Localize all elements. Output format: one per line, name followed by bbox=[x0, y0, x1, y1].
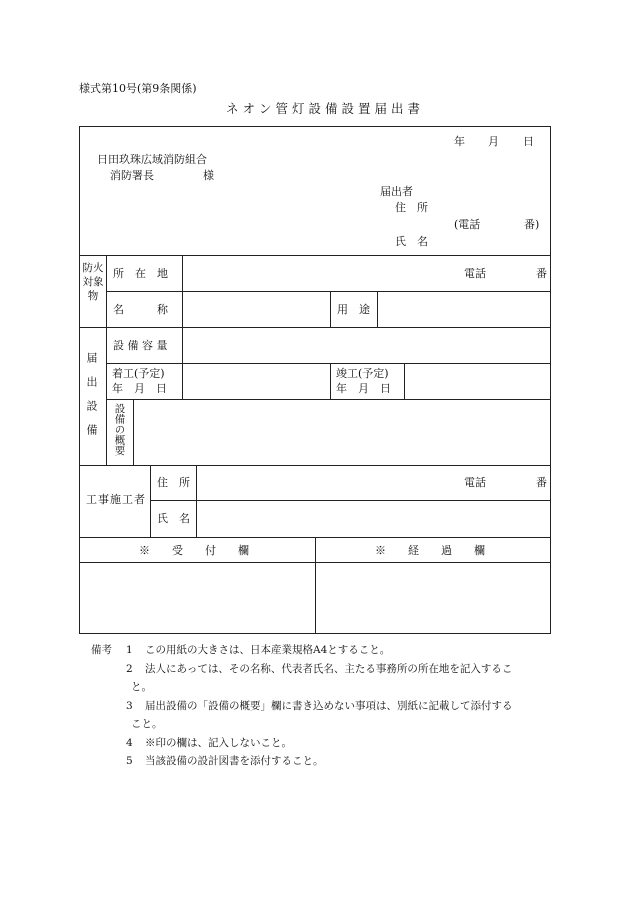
note-number: 4 bbox=[126, 737, 133, 749]
note-number: 1 bbox=[126, 644, 133, 656]
finish-ymd: 年 月 日 bbox=[336, 382, 391, 395]
target-name-label: 名 称 bbox=[113, 303, 168, 316]
note-number: 2 bbox=[126, 663, 133, 675]
date-day: 日 bbox=[523, 135, 534, 148]
progress-column-label: ※ 経 過 欄 bbox=[375, 544, 485, 557]
contractor-group-label: 工事施工者 bbox=[86, 493, 146, 506]
honorific: 様 bbox=[203, 169, 214, 182]
contractor-phone-unit: 番 bbox=[536, 476, 547, 489]
start-label: 着工(予定) bbox=[112, 367, 165, 380]
note-line: 当該設備の設計図書を添付すること。 bbox=[145, 755, 324, 767]
notifier-name-label: 氏 名 bbox=[395, 235, 428, 248]
date-month: 月 bbox=[488, 135, 499, 148]
note-line: この用紙の大きさは、日本産業規格A4とすること。 bbox=[145, 644, 391, 656]
target-location-label: 所 在 地 bbox=[113, 267, 168, 280]
target-phone-label: 電話 bbox=[464, 267, 486, 280]
start-ymd: 年 月 日 bbox=[112, 382, 167, 395]
notifier-phone-open: (電話 bbox=[454, 218, 481, 231]
notifier-address-label: 住 所 bbox=[395, 201, 428, 214]
finish-label: 竣工(予定) bbox=[336, 367, 389, 380]
reception-column-label: ※ 受 付 欄 bbox=[139, 544, 249, 557]
date-year: 年 bbox=[454, 135, 465, 148]
notifier-phone-close: 番) bbox=[524, 218, 540, 231]
contractor-phone-label: 電話 bbox=[464, 476, 486, 489]
contractor-name-label: 氏 名 bbox=[157, 512, 190, 525]
note-line: こと。 bbox=[131, 718, 163, 730]
notes-heading: 備考 bbox=[91, 644, 112, 656]
note-number: 5 bbox=[126, 755, 133, 767]
notifier-label: 届出者 bbox=[380, 185, 413, 198]
equipment-capacity-label: 設 備 容 量 bbox=[113, 339, 168, 352]
equipment-overview-label: 設備の概要 bbox=[113, 403, 126, 456]
target-use-label: 用 途 bbox=[337, 303, 370, 316]
addressee-org: 日田玖珠広域消防組合 bbox=[97, 153, 207, 166]
note-line: ※印の欄は、記入しないこと。 bbox=[145, 737, 292, 749]
target-phone-unit: 番 bbox=[536, 267, 547, 280]
note-line: 届出設備の「設備の概要」欄に書き込めない事項は、別紙に記載して添付する bbox=[145, 700, 513, 712]
contractor-address-label: 住 所 bbox=[157, 476, 190, 489]
note-line: と。 bbox=[131, 681, 152, 693]
page-title: ネオン管灯設備設置届出書 bbox=[226, 101, 425, 116]
target-group-label: 防火対象物 bbox=[82, 262, 104, 302]
note-number: 3 bbox=[126, 700, 133, 712]
note-line: 法人にあっては、その名称、代表者氏名、主たる事務所の所在地を記入するこ bbox=[145, 663, 513, 675]
equipment-group-label: 届出設備 bbox=[85, 352, 98, 448]
addressee-title: 消防署長 bbox=[110, 169, 154, 182]
form-number: 様式第10号(第9条関係) bbox=[79, 82, 197, 95]
